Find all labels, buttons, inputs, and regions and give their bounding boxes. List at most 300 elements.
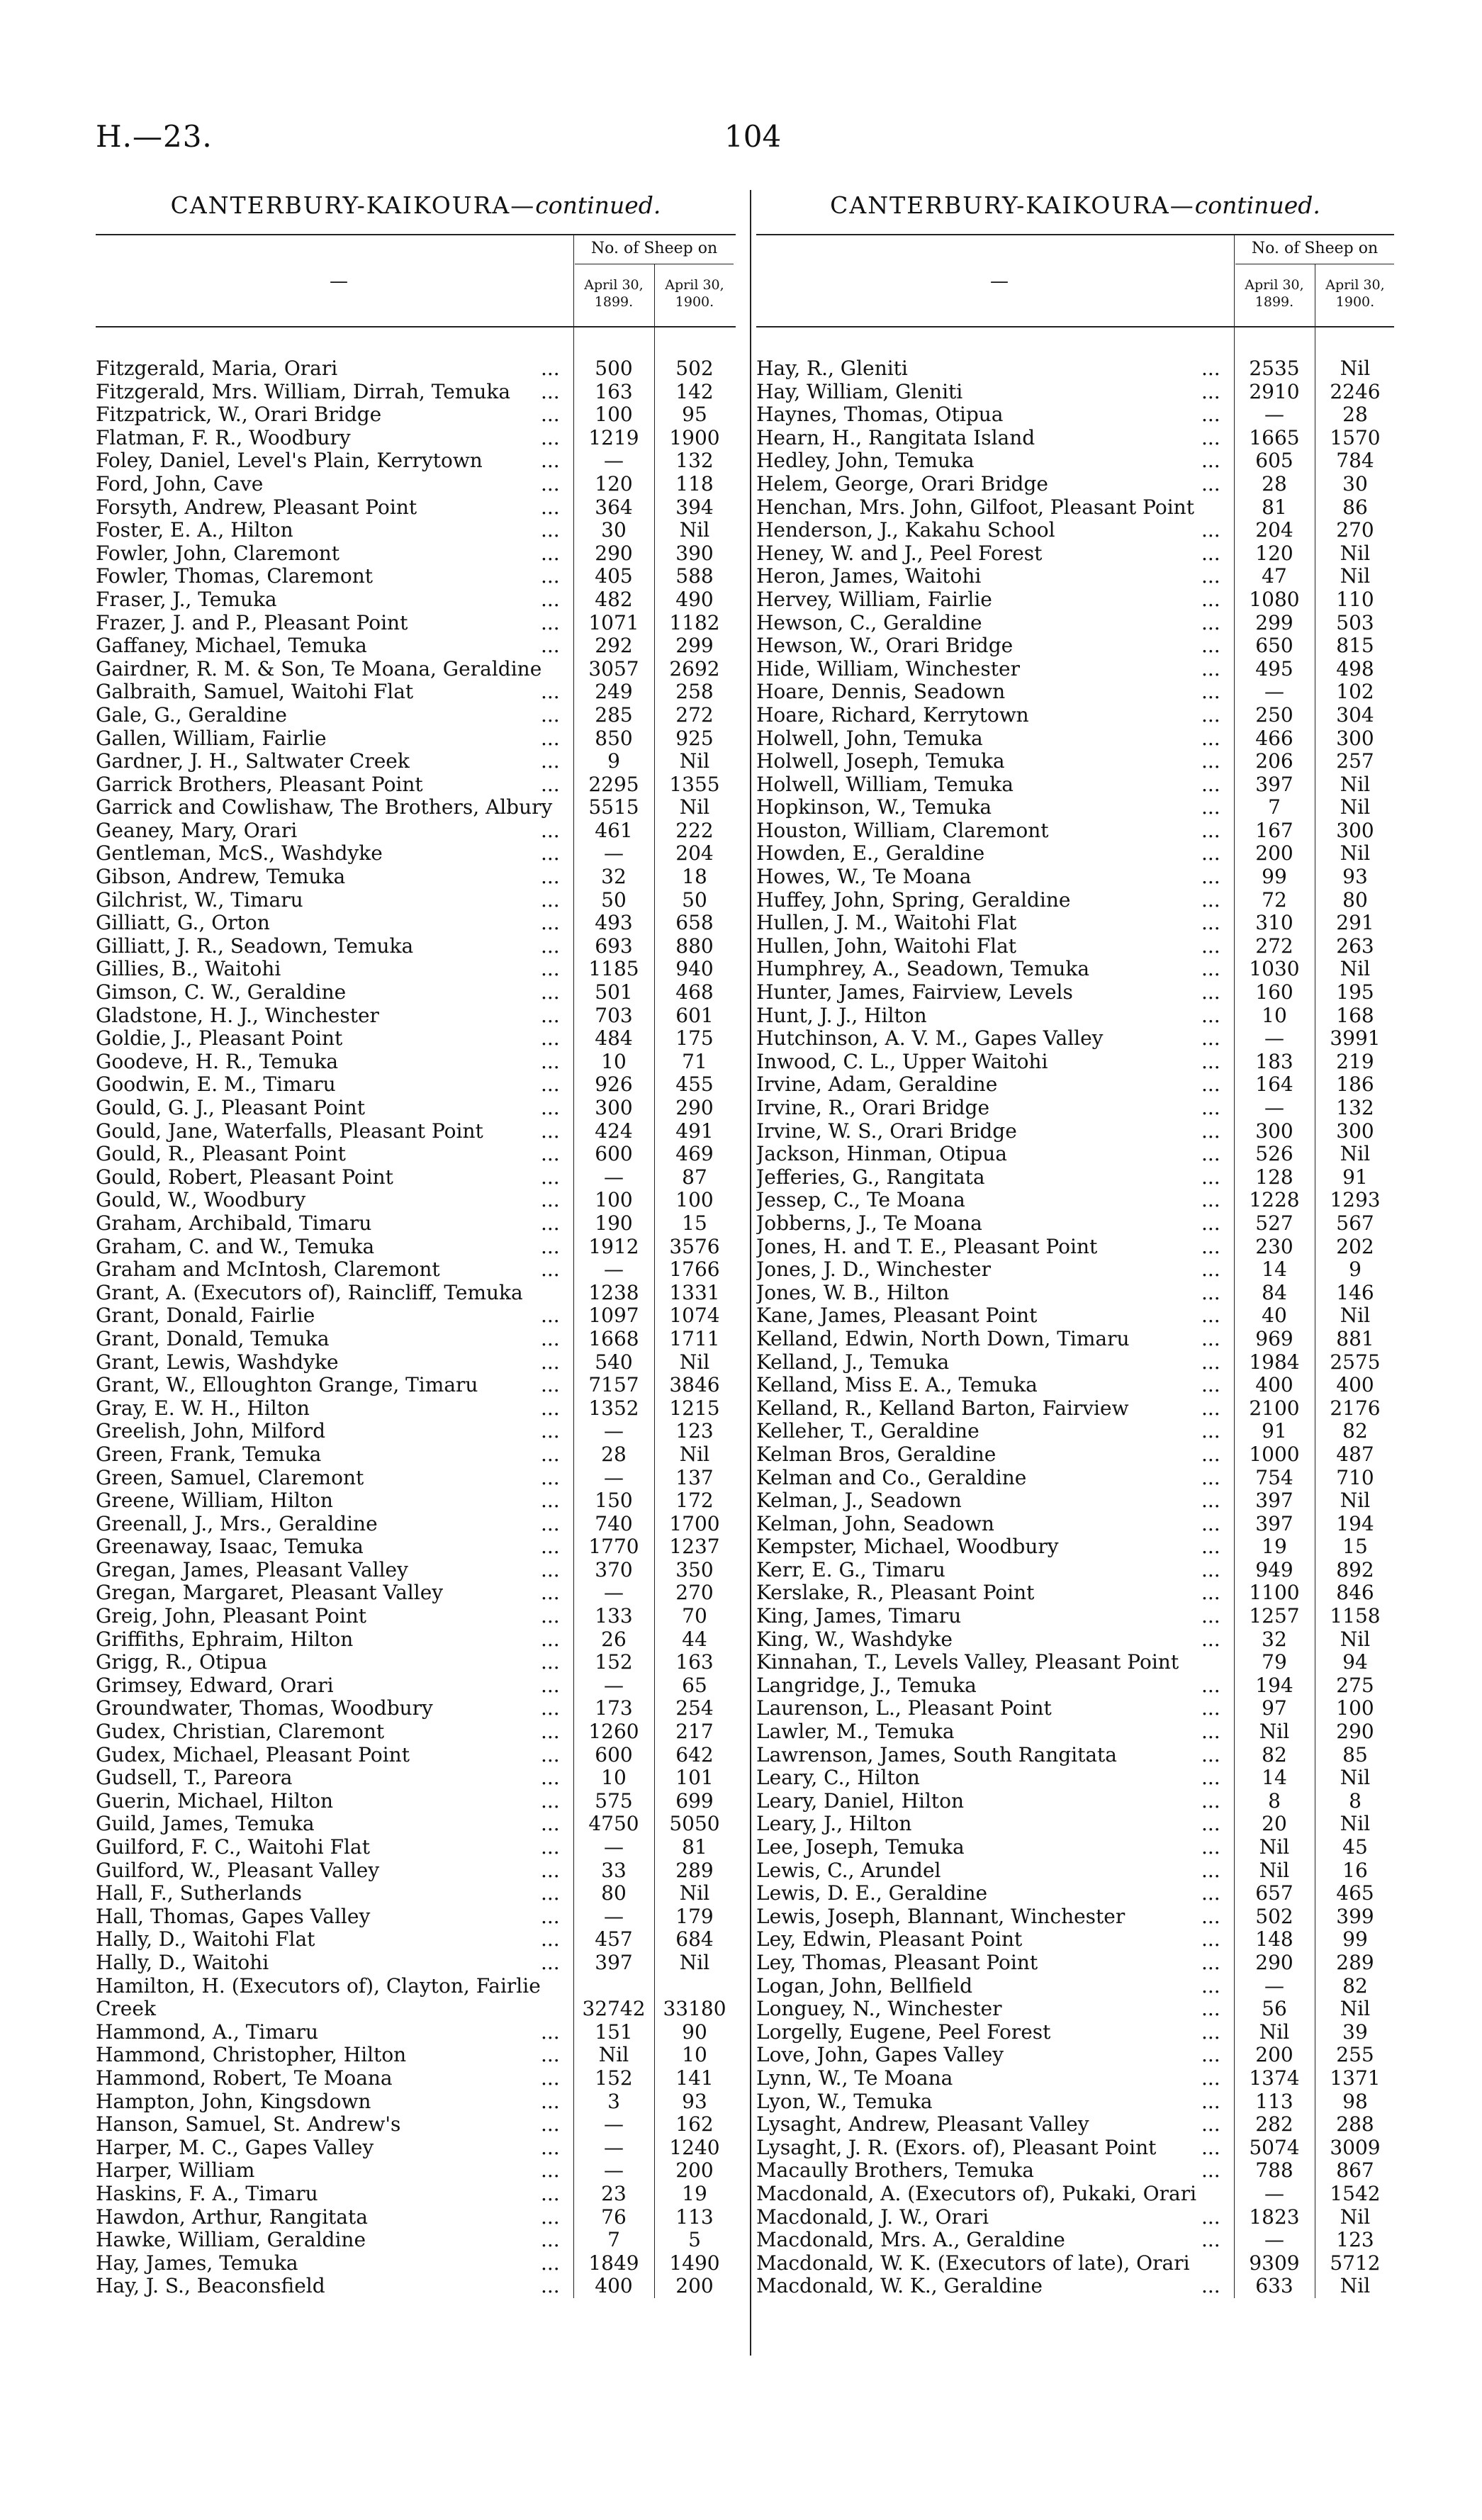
leader-dots: ...: [541, 726, 560, 750]
table-row: [96, 819, 736, 843]
leader-dots: ...: [541, 2251, 560, 2275]
sheep-1899-value: 120: [595, 471, 633, 495]
sheep-1899-value: 26: [601, 1627, 627, 1651]
leader-dots: ...: [541, 1511, 560, 1535]
column-rule: [654, 327, 655, 2298]
leader-dots: ...: [541, 610, 560, 634]
owner-name: Hammond, A., Timaru: [96, 2020, 319, 2044]
leader-dots: ...: [1201, 2112, 1220, 2137]
sheep-1900-value: 81: [682, 1835, 707, 1859]
table-row: [756, 681, 1394, 704]
sheep-1900-value: 399: [1336, 1904, 1374, 1928]
sheep-1899-value: 7: [1268, 795, 1281, 819]
sheep-1900-value: 601: [675, 1003, 714, 1027]
table-row: [756, 449, 1394, 473]
owner-name: Gudex, Michael, Pleasant Point: [96, 1743, 410, 1766]
sheep-1899-value: —: [604, 2135, 624, 2159]
sheep-1899-value: 150: [595, 1489, 633, 1513]
table-row: [756, 1651, 1394, 1674]
leader-dots: ...: [541, 2181, 560, 2205]
sheep-1900-value: 90: [682, 2020, 707, 2044]
leader-dots: ...: [541, 1557, 560, 1581]
sheep-1899-value: 500: [595, 357, 633, 380]
table-row: [756, 1351, 1394, 1374]
leader-dots: ...: [1201, 1442, 1220, 1466]
sheep-1899-value: 1352: [588, 1396, 639, 1420]
sheep-1899-value: —: [1264, 1096, 1284, 1119]
table-row: [96, 357, 736, 381]
owner-name: Ley, Edwin, Pleasant Point: [756, 1928, 1023, 1951]
leader-dots: ...: [1201, 1373, 1220, 1397]
leader-dots: ...: [1201, 1396, 1220, 1420]
leader-dots: ...: [541, 1950, 560, 1974]
owner-name: Jackson, Hinman, Otipua: [756, 1143, 1007, 1166]
sheep-1900-value: 30: [1342, 471, 1368, 495]
sheep-1900-value: 82: [1342, 1419, 1368, 1443]
owner-name: King, W., Washdyke: [756, 1628, 953, 1651]
leader-dots: ...: [1201, 1788, 1220, 1813]
sheep-1899-value: 300: [595, 1096, 633, 1119]
table-row: [756, 2067, 1394, 2090]
sheep-1899-value: —: [604, 1258, 624, 1282]
sheep-1899-value: 23: [601, 2181, 627, 2205]
sheep-1899-value: 250: [1255, 702, 1293, 727]
left-table-body: [96, 357, 736, 2298]
sheep-1899-value: 133: [595, 1604, 633, 1628]
sheep-1899-value: —: [604, 1835, 624, 1859]
sheep-1900-value: 65: [682, 1673, 707, 1697]
leader-dots: ...: [541, 1419, 560, 1443]
table-row: [96, 750, 736, 773]
table-row: [756, 1004, 1394, 1028]
owner-name: Gale, G., Geraldine: [96, 703, 287, 727]
right-table-body: [756, 357, 1394, 2298]
sheep-1899-value: 397: [1255, 772, 1293, 796]
left-column-title: CANTERBURY-KAIKOURA—continued.: [170, 191, 661, 219]
owner-name: Fitzpatrick, W., Orari Bridge: [96, 403, 382, 427]
table-row: [756, 1166, 1394, 1189]
owner-name: Irvine, Adam, Geraldine: [756, 1073, 998, 1097]
table-row: [756, 819, 1394, 843]
leader-dots: ...: [1201, 680, 1220, 704]
sheep-1899-value: 600: [595, 1142, 633, 1166]
table-row: [756, 1282, 1394, 1305]
sheep-1899-value: 1984: [1249, 1350, 1300, 1374]
table-row: [96, 866, 736, 889]
sheep-1900-value: 498: [1336, 656, 1374, 681]
owner-name: Goldie, J., Pleasant Point: [96, 1027, 343, 1051]
leader-dots: ...: [541, 2043, 560, 2067]
sheep-1899-value: 292: [595, 634, 633, 658]
table-row: [756, 1605, 1394, 1628]
sheep-1899-value: 100: [595, 403, 633, 427]
sheep-1899-value: 99: [1262, 865, 1287, 889]
sheep-1900-value: 5712: [1330, 2251, 1381, 2275]
sheep-1900-value: 1293: [1330, 1188, 1381, 1212]
sheep-1899-value: 47: [1262, 564, 1287, 588]
table-row: [96, 1697, 736, 1720]
leader-dots: ...: [1201, 772, 1220, 796]
sheep-1899-value: 482: [595, 587, 633, 611]
sheep-1900-value: 881: [1336, 1326, 1374, 1350]
sheep-1899-value: 461: [595, 818, 633, 842]
table-row: [756, 496, 1394, 520]
leader-dots: ...: [541, 1188, 560, 1212]
sheep-1899-value: 1097: [588, 1304, 639, 1328]
owner-name: Grimsey, Edward, Orari: [96, 1674, 334, 1697]
owner-name: Gould, R., Pleasant Point: [96, 1143, 346, 1166]
sheep-1899-value: 28: [1262, 471, 1287, 495]
owner-name: Gould, Jane, Waterfalls, Pleasant Point: [96, 1119, 483, 1143]
sheep-1899-value: —: [604, 2158, 624, 2183]
left-column: [96, 191, 736, 2298]
owner-name: Helem, George, Orari Bridge: [756, 472, 1048, 495]
sheep-1899-value: 1260: [588, 1720, 639, 1744]
table-row: [96, 1120, 736, 1143]
right-table-header: [756, 234, 1394, 327]
owner-name: Hall, Thomas, Gapes Valley: [96, 1905, 371, 1928]
leader-dots: ...: [1201, 2066, 1220, 2090]
leader-dots: ...: [1201, 1997, 1220, 2021]
table-row: [96, 796, 736, 819]
sheep-1899-value: —: [1264, 1973, 1284, 1998]
table-row: [96, 1166, 736, 1189]
sheep-1900-value: 270: [1336, 518, 1374, 542]
year-1899-label: April 30, 1899.: [584, 277, 644, 310]
owner-name: Green, Frank, Temuka: [96, 1443, 322, 1466]
sheep-count-label: No. of Sheep on: [590, 240, 718, 257]
table-row: [96, 1282, 736, 1305]
sheep-1900-value: 137: [675, 1465, 714, 1489]
leader-dots: ...: [1201, 564, 1220, 588]
leader-dots: ...: [1201, 2205, 1220, 2229]
sheep-1899-value: 173: [595, 1696, 633, 1720]
sheep-1900-value: 99: [1342, 1927, 1368, 1951]
table-row: [96, 1535, 736, 1559]
sheep-1900-value: 263: [1336, 934, 1374, 958]
table-row: [96, 681, 736, 704]
table-row: [96, 2229, 736, 2252]
table-row: [96, 1189, 736, 1212]
leader-dots: ...: [541, 1627, 560, 1651]
owner-name: Holwell, Joseph, Temuka: [756, 750, 1005, 773]
owner-name: Kempster, Michael, Woodbury: [756, 1535, 1059, 1559]
sheep-1899-value: 397: [1255, 1489, 1293, 1513]
sheep-1899-value: 850: [595, 726, 633, 750]
sheep-1900-value: 113: [675, 2205, 714, 2229]
sheep-1900-value: 290: [1336, 1720, 1374, 1744]
sheep-1900-value: Nil: [1340, 2205, 1371, 2229]
sheep-1900-value: 172: [675, 1489, 714, 1513]
sheep-1899-value: 148: [1255, 1927, 1293, 1951]
sheep-1899-value: Nil: [1259, 1835, 1290, 1859]
table-row: [96, 1581, 736, 1605]
table-row: [96, 958, 736, 981]
leader-dots: ...: [1201, 541, 1220, 565]
leader-dots: ...: [1201, 795, 1220, 819]
leader-dots: ...: [541, 1350, 560, 1374]
owner-name: Longuey, N., Winchester: [756, 1998, 1002, 2021]
owner-name: Macdonald, J. W., Orari: [756, 2205, 989, 2229]
leader-dots: ...: [541, 1696, 560, 1720]
table-row: [96, 1374, 736, 1397]
sheep-1900-value: 44: [682, 1627, 707, 1651]
sheep-1900-value: 19: [682, 2181, 707, 2205]
sheep-1900-value: Nil: [1340, 1766, 1371, 1790]
table-row: [756, 1975, 1394, 1998]
sheep-1899-value: —: [604, 1419, 624, 1443]
owner-name: Kerr, E. G., Timaru: [756, 1558, 945, 1581]
sheep-1900-value: 45: [1342, 1835, 1368, 1859]
table-row: [96, 889, 736, 912]
table-row: [756, 1813, 1394, 1836]
sheep-1899-value: 40: [1262, 1304, 1287, 1328]
owner-name: Jones, W. B., Hilton: [756, 1281, 950, 1304]
table-row: [96, 2067, 736, 2090]
owner-name: Logan, John, Bellfield: [756, 1974, 973, 1998]
sheep-1900-value: 1542: [1330, 2181, 1381, 2205]
leader-dots: ...: [1201, 1280, 1220, 1304]
owner-name: Gardner, J. H., Saltwater Creek: [96, 750, 410, 773]
sheep-1899-value: 32: [1262, 1627, 1287, 1651]
table-row: [756, 1212, 1394, 1236]
sheep-1900-value: 146: [1336, 1280, 1374, 1304]
table-row: [756, 1513, 1394, 1536]
table-row: [756, 542, 1394, 566]
table-row: [96, 1304, 736, 1328]
owner-name: Howden, E., Geraldine: [756, 842, 985, 866]
leader-dots: ...: [541, 1073, 560, 1097]
page-header-ref: H.—23.: [96, 119, 213, 154]
leader-dots: ...: [1201, 1673, 1220, 1697]
owner-name: Gregan, Margaret, Pleasant Valley: [96, 1581, 444, 1605]
table-row: [96, 1975, 736, 2021]
sheep-1899-value: 8: [1268, 1788, 1281, 1813]
owner-name: Hunter, James, Fairview, Levels: [756, 981, 1073, 1004]
sheep-1900-value: 194: [1336, 1511, 1374, 1535]
owner-name: Foley, Daniel, Level's Plain, Kerrytown: [96, 449, 483, 473]
sheep-1900-value: Nil: [1340, 1627, 1371, 1651]
owner-name: Guilford, F. C., Waitohi Flat: [96, 1836, 370, 1859]
table-row: [756, 2159, 1394, 2183]
table-row: [756, 1581, 1394, 1605]
owner-name: Foster, E. A., Hilton: [96, 519, 293, 542]
owner-name: Kinnahan, T., Levels Valley, Pleasant Point: [756, 1651, 1179, 1674]
column-rule: [1234, 327, 1235, 2298]
sheep-1899-value: Nil: [1259, 1858, 1290, 1882]
table-row: [96, 2044, 736, 2067]
leader-dots: ...: [541, 1396, 560, 1420]
owner-name: Haynes, Thomas, Otipua: [756, 403, 1004, 427]
sheep-1899-value: 190: [595, 1211, 633, 1235]
sheep-1899-value: 272: [1255, 934, 1293, 958]
sheep-1899-value: 204: [1255, 518, 1293, 542]
sheep-1899-value: 527: [1255, 1211, 1293, 1235]
leader-dots: ...: [541, 1165, 560, 1189]
sheep-1900-value: 200: [675, 2158, 714, 2183]
sheep-1899-value: 183: [1255, 1049, 1293, 1073]
sheep-1900-value: 1240: [669, 2135, 720, 2159]
owner-name: Hall, F., Sutherlands: [96, 1882, 303, 1905]
leader-dots: ...: [1201, 1304, 1220, 1328]
sheep-1899-value: 693: [595, 934, 633, 958]
table-row: [756, 842, 1394, 866]
sheep-1899-value: 1668: [588, 1326, 639, 1350]
leader-dots: ...: [541, 2089, 560, 2113]
leader-dots: ...: [541, 403, 560, 427]
sheep-1900-value: 469: [675, 1142, 714, 1166]
leader-dots: ...: [541, 1835, 560, 1859]
sheep-1900-value: Nil: [1340, 957, 1371, 981]
sheep-1900-value: 1074: [669, 1304, 720, 1328]
sheep-1899-value: 290: [595, 541, 633, 565]
owner-name: Lynn, W., Te Moana: [756, 2066, 953, 2090]
sheep-1900-value: 940: [675, 957, 714, 981]
leader-dots: ...: [541, 1096, 560, 1119]
sheep-1899-value: 397: [1255, 1511, 1293, 1535]
sheep-1899-value: Nil: [1259, 2020, 1290, 2044]
leader-dots: ...: [1201, 2020, 1220, 2044]
owner-name: Holwell, John, Temuka: [756, 727, 983, 750]
leader-dots: ...: [1201, 1096, 1220, 1119]
table-row: [756, 1328, 1394, 1351]
sheep-1899-value: 163: [595, 379, 633, 403]
leader-dots: ...: [541, 1812, 560, 1836]
sheep-1900-value: 503: [1336, 610, 1374, 634]
sheep-1900-value: Nil: [1340, 772, 1371, 796]
table-row: [96, 1605, 736, 1628]
sheep-1900-value: 101: [675, 1766, 714, 1790]
sheep-1899-value: 364: [595, 495, 633, 519]
owner-name: Irvine, R., Orari Bridge: [756, 1097, 990, 1119]
sheep-1900-value: 289: [1336, 1950, 1374, 1974]
sheep-1900-value: 846: [1336, 1581, 1374, 1605]
leader-dots: ...: [541, 1119, 560, 1143]
table-row: [756, 889, 1394, 912]
owner-name: Kelman Bros, Geraldine: [756, 1443, 997, 1466]
sheep-1900-value: 28: [1342, 403, 1368, 427]
leader-dots: ...: [1201, 1003, 1220, 1027]
owner-name: Greenaway, Isaac, Temuka: [96, 1535, 364, 1559]
leader-dots: ...: [541, 1673, 560, 1697]
table-row: [756, 1674, 1394, 1698]
sheep-1899-value: —: [1264, 1026, 1284, 1051]
owner-name: Hewson, C., Geraldine: [756, 611, 982, 634]
sheep-1899-value: —: [604, 2112, 624, 2137]
sheep-1900-value: 815: [1336, 634, 1374, 658]
owner-name: Jones, H. and T. E., Pleasant Point: [756, 1235, 1098, 1258]
sheep-1900-value: 255: [1336, 2043, 1374, 2067]
leader-dots: ...: [1201, 449, 1220, 473]
table-row: [96, 449, 736, 473]
leader-dots: ...: [541, 1049, 560, 1073]
table-row: [756, 1420, 1394, 1443]
sheep-1900-value: 100: [1336, 1696, 1374, 1720]
sheep-1900-value: 880: [675, 934, 714, 958]
table-row: [756, 427, 1394, 450]
table-row: [96, 1859, 736, 1883]
table-row: [756, 1535, 1394, 1559]
table-row: [96, 1443, 736, 1467]
owner-name: Gray, E. W. H., Hilton: [96, 1396, 310, 1420]
owner-name: Fitzgerald, Maria, Orari: [96, 357, 338, 380]
sheep-1899-value: 575: [595, 1788, 633, 1813]
sheep-1900-value: Nil: [1340, 1304, 1371, 1328]
leader-dots: ...: [541, 1026, 560, 1051]
sheep-1899-value: 84: [1262, 1280, 1287, 1304]
owner-name: Gudex, Christian, Claremont: [96, 1720, 385, 1744]
leader-dots: ...: [541, 1788, 560, 1813]
column-divider: [750, 190, 751, 2356]
owner-name: Hunt, J. J., Hilton: [756, 1004, 927, 1027]
leader-dots: ...: [1201, 957, 1220, 981]
sheep-1899-value: 657: [1255, 1881, 1293, 1905]
owner-name: Jones, J. D., Winchester: [756, 1258, 991, 1282]
sheep-1900-value: 18: [682, 865, 707, 889]
table-row: [756, 750, 1394, 773]
leader-dots: ...: [1201, 1419, 1220, 1443]
table-row: [756, 1258, 1394, 1282]
sheep-1899-value: 100: [595, 1188, 633, 1212]
owner-name: Hoare, Richard, Kerrytown: [756, 703, 1029, 727]
sheep-1900-value: 468: [675, 980, 714, 1004]
sheep-1900-value: 3846: [669, 1373, 720, 1397]
sheep-1899-value: 76: [601, 2205, 627, 2229]
sheep-1900-value: 270: [675, 1581, 714, 1605]
sheep-1900-value: 2246: [1330, 379, 1381, 403]
sheep-1900-value: 3991: [1330, 1026, 1381, 1051]
table-row: [756, 1051, 1394, 1074]
sheep-1900-value: 1237: [669, 1535, 720, 1559]
leader-dots: ...: [1201, 2228, 1220, 2252]
owner-name: Greig, John, Pleasant Point: [96, 1605, 367, 1628]
sheep-1900-value: 300: [1336, 818, 1374, 842]
owner-name: Guilford, W., Pleasant Valley: [96, 1859, 380, 1882]
table-row: [756, 1374, 1394, 1397]
owner-name: Fowler, John, Claremont: [96, 542, 340, 565]
owner-name: Love, John, Gapes Valley: [756, 2044, 1004, 2067]
owner-name: Hearn, H., Rangitata Island: [756, 426, 1035, 449]
table-row: [756, 473, 1394, 496]
sheep-1899-value: 5074: [1249, 2135, 1300, 2159]
owner-name: Hamilton, H. (Executors of), Clayton, Fairlie Creek: [96, 1974, 541, 2021]
sheep-1899-value: —: [604, 449, 624, 473]
leader-dots: ...: [541, 841, 560, 866]
sheep-1900-value: 141: [675, 2066, 714, 2090]
sheep-1900-value: 567: [1336, 1211, 1374, 1235]
header-vline: [654, 264, 655, 326]
leader-dots: ...: [541, 1881, 560, 1905]
leader-dots: ...: [541, 1927, 560, 1951]
sheep-1900-value: 1371: [1330, 2066, 1381, 2090]
right-column: [756, 191, 1394, 2298]
table-row: [756, 935, 1394, 958]
owner-name: Lewis, C., Arundel: [756, 1859, 941, 1882]
leader-dots: ...: [1201, 610, 1220, 634]
table-row: [756, 381, 1394, 404]
table-row: [756, 1559, 1394, 1582]
sheep-1899-value: 80: [601, 1881, 627, 1905]
leader-dots: ...: [1201, 403, 1220, 427]
leader-dots: ...: [1201, 1211, 1220, 1235]
sheep-1900-value: Nil: [679, 518, 710, 542]
sheep-1899-value: 424: [595, 1119, 633, 1143]
sheep-1899-value: 605: [1255, 449, 1293, 473]
owner-name: Hay, William, Gleniti: [756, 380, 963, 403]
leader-dots: ...: [541, 680, 560, 704]
owner-name: Flatman, F. R., Woodbury: [96, 426, 351, 449]
sheep-1900-value: 10: [682, 2043, 707, 2067]
